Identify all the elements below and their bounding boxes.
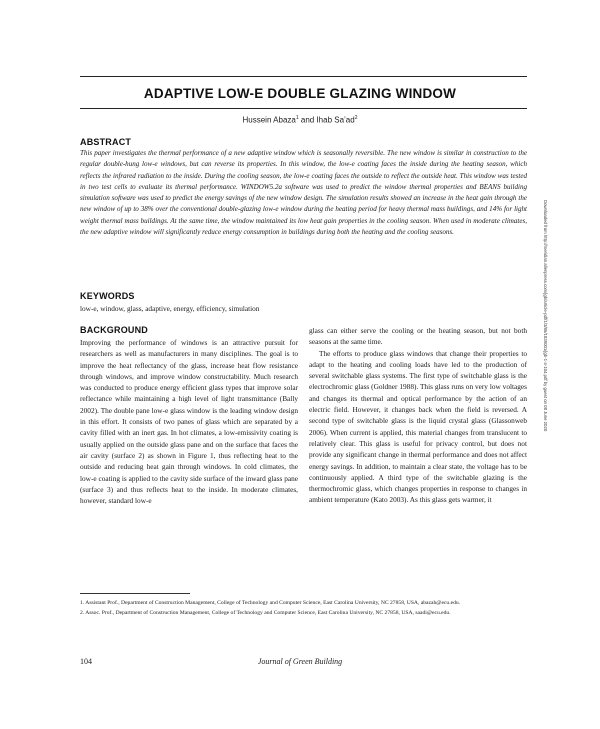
paper-title: ADAPTIVE LOW-E DOUBLE GLAZING WINDOW [143, 86, 457, 101]
keywords-text: low-e, window, glass, adaptive, energy, efficiency, simulation [80, 304, 260, 313]
footnote-2: 2. Assoc. Prof., Department of Construction Management, College of Technology and Computer Science, East Carolina University, NC 27858, USA, saadi@ecu.edu. [80, 609, 451, 616]
abstract-text: This paper investigates the thermal performance of a new adaptive window which is seasonally reversible. The new window is similar in construction to the regular double-hung low-e windows, but can reverse its properties. In this window, the low-e coating faces the inside during the heating season, which reflects the infrared radiation to the inside. During the cooling season, the low-e coating faces the outside to reflect the outside heat. This window was tested in two test cells to evaluate its thermal performance. WINDOW5.2a software was used to predict the window thermal properties and BEANS building simulation software was used to predict the energy savings of the new window design. The simulation results showed an increase in the heat gain through the new window of up to 38% over the conventional double-glazing low-e window during the heating period for heavy thermal mass buildings, and 14% for light weight thermal mass buildings. At the same time, the window maintained its low heat gain properties in the cooling season. When used in moderate climates, the new adaptive window will significantly reduce energy consumption in buildings during both the heating and the cooling seasons. [80, 149, 527, 236]
background-paragraph-1: Improving the performance of windows is an attractive pursuit for researchers as well as manufacturers in many disciplines. The goal is to improve the heat reflectancy of the glass, increase heat flow resistance through windows, and improve window constructability. Much research was conducted to produce energy efficient glass types that improve solar reflectance while maintaining a high level of light transmittance (Bally 2002). The double pane low-e glass window is the leading window design in this effort. It consists of two panes of glass which are separated by a cavity filled with an inert gas. In hot climates, a low-emissivity coating is usually applied on the outside glass pane and on the surface that faces the air cavity (surface 2) as shown in Figure 1, thus reflecting heat to the outside and reducing heat gain through windows. In cold climates, the low-e coating is applied to the cavity side surface of the inward glass pane (surface 3) and thus reflects heat to the inside. In moderate climates, however, standard low-e [80, 338, 298, 506]
author-line [60, 115, 540, 125]
footnote-1: 1. Assistant Prof., Department of Construction Management, College of Technology and Computer Science, East Carolina University, NC 27858, USA, abazah@ecu.edu. [80, 600, 461, 606]
page-number: 104 [80, 657, 92, 666]
download-notice: Downloaded from http://meridian.allenpress.com/jgb/article-pdf/1/3/86/1839001/jgb-1-4-104.pdf by guest on 08 June 2020 [543, 200, 548, 432]
background-paragraph-3: The efforts to produce glass windows that change their properties to adapt to the heating and cooling loads have led to the production of several switchable glass systems. The first type of switchable glass is the electrochromic glass (Goldner 1988). This glass runs on very low voltages and changes its thermal and optical performance by the action of an electric field. However, it changes back when the field is reversed. A second type of switchable glass is the liquid crystal glass (Glassonweb 2006). When current is applied, this material changes from translucent to relatively clear. This glass is useful for privacy control, but does not provide any significant change in thermal performance and does not affect energy savings. In addition, to maintain a clear state, the voltage has to be continuously applied. A third type of the switchable glazing is the thermochromic glass, which changes properties in response to changes in ambient temperature (Kato 2003). As this glass gets warmer, it [309, 348, 527, 505]
author-1-footnote-mark: 1 [295, 115, 299, 121]
right-column [309, 325, 527, 506]
footnotes [80, 599, 527, 618]
author-connector: and [298, 115, 317, 125]
abstract-heading: ABSTRACT [80, 137, 132, 147]
left-column [80, 337, 298, 506]
background-paragraph-2: glass can either serve the cooling or the heating season, but not both seasons at the same time. [309, 326, 527, 347]
journal-name: Journal of Green Building [257, 657, 343, 666]
author-1: Hussein Abaza [242, 115, 296, 125]
title-bottom-rule [80, 108, 527, 109]
title-top-rule [80, 76, 527, 77]
keywords-heading: KEYWORDS [80, 291, 135, 301]
background-heading: BACKGROUND [80, 325, 148, 335]
author-2-footnote-mark: 2 [354, 115, 358, 121]
author-2: Ihab Sa’ad [316, 115, 355, 125]
footnote-separator [80, 593, 190, 594]
